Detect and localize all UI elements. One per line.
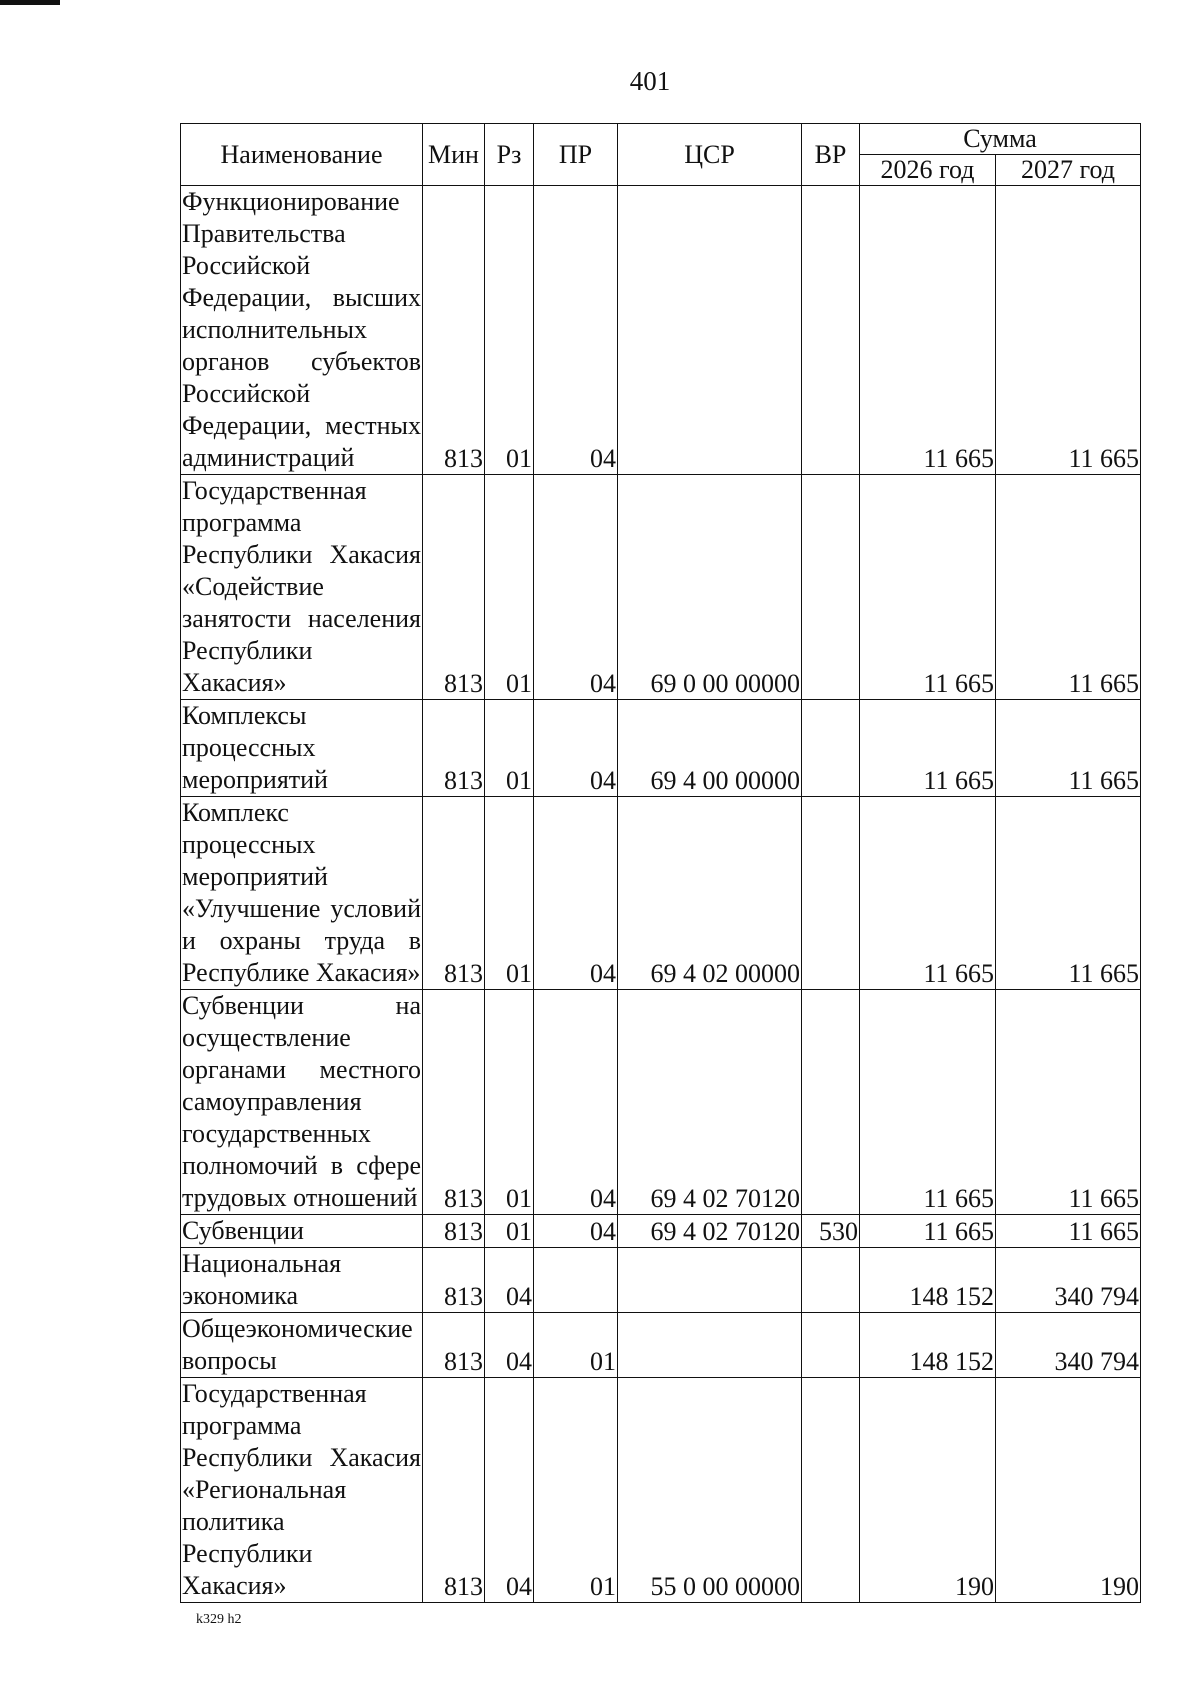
header-vr: ВР	[802, 124, 860, 186]
row-csr: 69 0 00 00000	[618, 475, 802, 700]
table-row	[181, 1248, 1141, 1313]
row-name: Государственная программа Республики Хакасия «Содействие занятости населения Республики Хакасия»	[181, 475, 423, 700]
row-vr	[802, 1313, 860, 1378]
row-rz: 01	[485, 990, 534, 1215]
row-rz: 01	[485, 797, 534, 990]
row-2026: 11 665	[860, 1215, 996, 1248]
budget-table	[180, 123, 1141, 1603]
row-min: 813	[423, 1378, 485, 1603]
header-pr: ПР	[534, 124, 618, 186]
row-csr	[618, 1248, 802, 1313]
row-vr	[802, 475, 860, 700]
row-2026: 11 665	[860, 475, 996, 700]
row-csr: 55 0 00 00000	[618, 1378, 802, 1603]
row-vr	[802, 186, 860, 475]
row-2026: 148 152	[860, 1248, 996, 1313]
row-2027: 11 665	[996, 990, 1141, 1215]
row-rz: 04	[485, 1313, 534, 1378]
row-2027: 340 794	[996, 1313, 1141, 1378]
row-min: 813	[423, 186, 485, 475]
row-min: 813	[423, 1215, 485, 1248]
row-name: Национальная экономика	[181, 1248, 423, 1313]
row-pr: 04	[534, 797, 618, 990]
row-name: Субвенции на осуществление органами местного самоуправления государственных полномочий в сфере трудовых отношений	[181, 990, 423, 1215]
row-min: 813	[423, 797, 485, 990]
row-name: Общеэкономические вопросы	[181, 1313, 423, 1378]
row-pr	[534, 1248, 618, 1313]
row-name: Комплекс процессных мероприятий «Улучшение условий и охраны труда в Республике Хакасия»	[181, 797, 423, 990]
row-pr: 04	[534, 475, 618, 700]
row-min: 813	[423, 475, 485, 700]
row-2026: 190	[860, 1378, 996, 1603]
row-vr	[802, 700, 860, 797]
row-2027: 11 665	[996, 797, 1141, 990]
row-pr: 01	[534, 1313, 618, 1378]
row-pr: 04	[534, 700, 618, 797]
row-name: Субвенции	[181, 1215, 423, 1248]
row-2027: 190	[996, 1378, 1141, 1603]
row-vr	[802, 1378, 860, 1603]
row-2026: 148 152	[860, 1313, 996, 1378]
row-rz: 01	[485, 700, 534, 797]
table-row	[181, 186, 1141, 475]
row-2027: 11 665	[996, 700, 1141, 797]
header-csr: ЦСР	[618, 124, 802, 186]
header-year-2027: 2027 год	[996, 155, 1141, 186]
row-pr: 04	[534, 186, 618, 475]
row-2027: 11 665	[996, 475, 1141, 700]
row-2026: 11 665	[860, 990, 996, 1215]
row-csr: 69 4 02 70120	[618, 990, 802, 1215]
row-min: 813	[423, 990, 485, 1215]
row-rz: 01	[485, 1215, 534, 1248]
header-sum: Сумма	[860, 124, 1141, 155]
row-rz: 04	[485, 1248, 534, 1313]
row-2027: 340 794	[996, 1248, 1141, 1313]
header-rz: Рз	[485, 124, 534, 186]
header-year-2026: 2026 год	[860, 155, 996, 186]
row-name: Функционирование Правительства Российской Федерации, высших исполнительных органов субъектов Российской Федерации, местных администраций	[181, 186, 423, 475]
row-2027: 11 665	[996, 186, 1141, 475]
row-pr: 01	[534, 1378, 618, 1603]
table-row	[181, 475, 1141, 700]
table-row	[181, 990, 1141, 1215]
row-vr	[802, 797, 860, 990]
table-row	[181, 1215, 1141, 1248]
table-row	[181, 1378, 1141, 1603]
page-number: 401	[629, 66, 671, 96]
row-name: Комплексы процессных мероприятий	[181, 700, 423, 797]
row-name: Государственная программа Республики Хакасия «Региональная политика Республики Хакасия»	[181, 1378, 423, 1603]
row-vr: 530	[802, 1215, 860, 1248]
row-min: 813	[423, 1248, 485, 1313]
footer-code: k329 h2	[196, 1612, 242, 1627]
row-min: 813	[423, 1313, 485, 1378]
row-2026: 11 665	[860, 797, 996, 990]
table-row	[181, 1313, 1141, 1378]
row-rz: 04	[485, 1378, 534, 1603]
row-min: 813	[423, 700, 485, 797]
row-csr: 69 4 02 70120	[618, 1215, 802, 1248]
row-pr: 04	[534, 990, 618, 1215]
table-header-row	[181, 124, 1141, 155]
header-min: Мин	[423, 124, 485, 186]
row-rz: 01	[485, 186, 534, 475]
table-row	[181, 700, 1141, 797]
row-csr	[618, 1313, 802, 1378]
table-row	[181, 797, 1141, 990]
row-2026: 11 665	[860, 186, 996, 475]
row-vr	[802, 990, 860, 1215]
row-2027: 11 665	[996, 1215, 1141, 1248]
row-csr	[618, 186, 802, 475]
row-rz: 01	[485, 475, 534, 700]
row-pr: 04	[534, 1215, 618, 1248]
scan-corner-mark	[0, 0, 60, 5]
row-2026: 11 665	[860, 700, 996, 797]
row-vr	[802, 1248, 860, 1313]
row-csr: 69 4 00 00000	[618, 700, 802, 797]
row-csr: 69 4 02 00000	[618, 797, 802, 990]
header-name: Наименование	[181, 124, 423, 186]
